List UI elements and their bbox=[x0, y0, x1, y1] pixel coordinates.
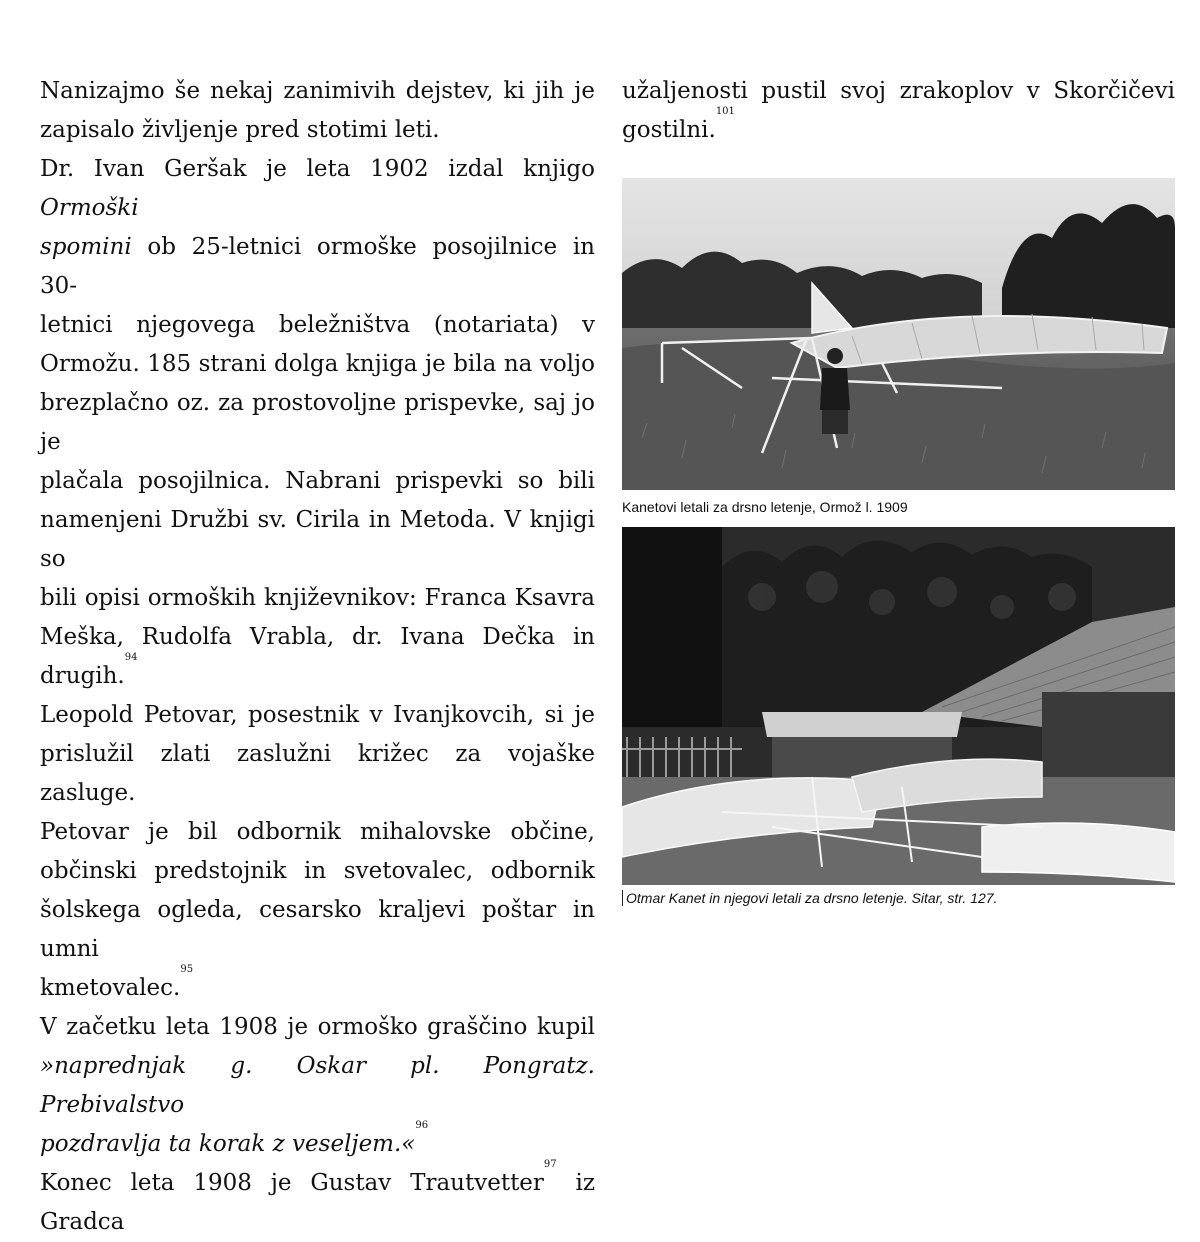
text-line: Meška, Rudolfa Vrabla, dr. Ivana Dečka in drugih.$^{94}$ bbox=[40, 624, 595, 689]
text-line: spomini ob 25-letnici ormoške posojilnice in 30- bbox=[40, 234, 595, 299]
figure-caption: Otmar Kanet in njegovi letali za drsno letenje. Sitar, str. 127. bbox=[622, 890, 997, 906]
text-line: plačala posojilnica. Nabrani prispevki so bili bbox=[40, 468, 595, 494]
left-column bbox=[40, 72, 595, 1242]
text-line: zapisalo življenje pred stotimi leti. bbox=[40, 117, 440, 143]
text-line: kmetovalec.$^{95}$ bbox=[40, 964, 194, 1001]
figure-caption: Kanetovi letali za drsno letenje, Ormož l. 1909 bbox=[622, 499, 908, 515]
footnote-ref: 95 bbox=[180, 964, 194, 975]
text-line: namenjeni Družbi sv. Cirila in Metoda. V knjigi so bbox=[40, 507, 595, 572]
text-line: Ormožu. 185 strani dolga knjiga je bila na voljo bbox=[40, 351, 595, 377]
text-line: bili opisi ormoških književnikov: Franca Ksavra bbox=[40, 585, 595, 611]
text-line: letnici njegovega beležništva (notariata) v bbox=[40, 312, 595, 338]
footnote-ref: 97 bbox=[543, 1159, 557, 1170]
text-line: Petovar je bil odbornik mihalovske občine, bbox=[40, 819, 595, 845]
text-line: V začetku leta 1908 je ormoško graščino kupil bbox=[40, 1014, 595, 1040]
text-line: pozdravlja ta korak z veseljem.«$^{96}$ bbox=[40, 1120, 429, 1157]
footnote-ref: 96 bbox=[415, 1120, 429, 1131]
text-line: Dr. Ivan Geršak je leta 1902 izdal knjigo Ormoški bbox=[40, 156, 595, 221]
text-line: občinski predstojnik in svetovalec, odbornik bbox=[40, 858, 595, 884]
gliders-barn-photo bbox=[622, 527, 1175, 885]
text-line: šolskega ogleda, cesarsko kraljevi poštar in umni bbox=[40, 897, 595, 962]
text-line: gostilni.$^{101}$ bbox=[622, 106, 735, 143]
glider-field-photo bbox=[622, 178, 1175, 490]
text-line: Konec leta 1908 je Gustav Trautvetter$^{97}$ iz Gradca bbox=[40, 1159, 595, 1235]
footnote-ref: 94 bbox=[124, 652, 138, 663]
text-line: prislužil zlati zaslužni križec za vojaške zasluge. bbox=[40, 741, 595, 806]
text-line: užaljenosti pustil svoj zrakoplov v Skorčičevi bbox=[622, 78, 1175, 104]
text-line: Nanizajmo še nekaj zanimivih dejstev, ki jih je bbox=[40, 78, 595, 104]
text-line: »naprednjak g. Oskar pl. Pongratz. Prebivalstvo bbox=[40, 1053, 595, 1118]
right-column bbox=[622, 72, 1175, 150]
text-line: brezplačno oz. za prostovoljne prispevke, saj jo je bbox=[40, 390, 595, 455]
footnote-ref: 101 bbox=[715, 106, 735, 117]
text-line: Leopold Petovar, posestnik v Ivanjkovcih, si je bbox=[40, 702, 595, 728]
